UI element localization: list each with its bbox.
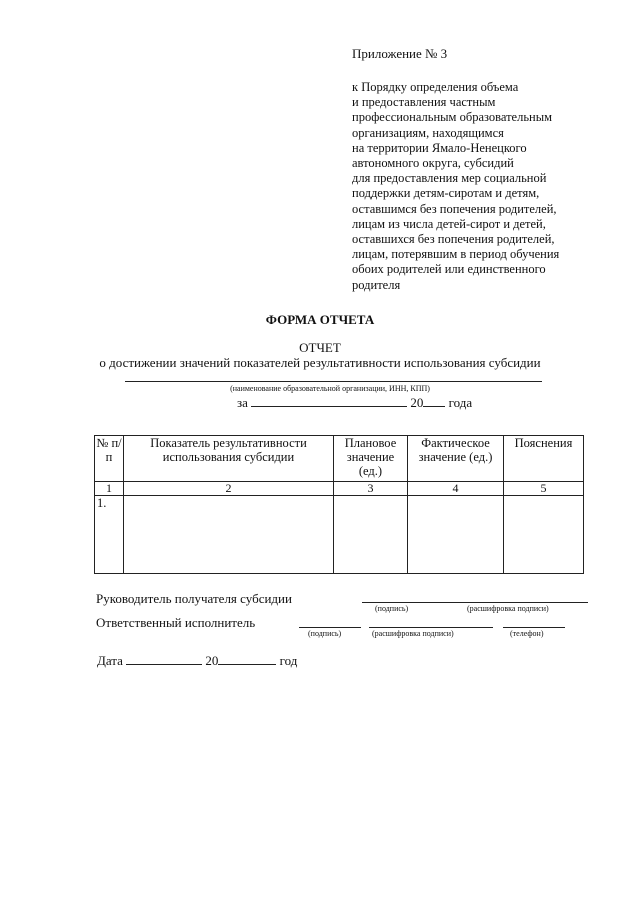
date-year-field[interactable] xyxy=(218,653,276,665)
report-subtitle: о достижении значений показателей результативности использования субсидии xyxy=(99,355,541,370)
date-year: 20 xyxy=(205,653,219,668)
col-header-actual: Фактическое значение (ед.) xyxy=(408,436,504,482)
table-row xyxy=(95,496,584,574)
appendix-line: автономного округа, субсидий xyxy=(352,156,514,171)
table-header-row xyxy=(95,436,584,482)
table-cell[interactable] xyxy=(504,496,584,574)
col-number: 4 xyxy=(408,482,504,496)
report-table xyxy=(94,435,584,574)
period-line xyxy=(237,395,472,411)
appendix-line: для предоставления мер социальной xyxy=(352,171,547,186)
executor-signature-field[interactable] xyxy=(299,627,361,628)
period-year-field[interactable] xyxy=(423,395,445,407)
period-suffix: года xyxy=(448,395,473,410)
head-decode-caption: (расшифровка подписи) xyxy=(467,604,549,613)
appendix-line: к Порядку определения объема xyxy=(352,80,519,94)
executor-decode-field[interactable] xyxy=(369,627,493,628)
table-cell[interactable] xyxy=(124,496,334,574)
appendix-line: обоих родителей или единственного xyxy=(352,262,546,277)
report-title: ОТЧЕТ xyxy=(299,340,341,355)
appendix-line: оставшихся без попечения родителей, xyxy=(352,232,555,247)
table-cell[interactable] xyxy=(334,496,408,574)
col-number: 5 xyxy=(504,482,584,496)
period-prefix: за xyxy=(237,395,248,410)
date-field[interactable] xyxy=(126,653,202,665)
col-header-notes: Пояснения xyxy=(504,436,584,482)
appendix-line: профессиональным образовательным xyxy=(352,110,553,125)
table-column-numbers-row xyxy=(95,482,584,496)
col-number: 3 xyxy=(334,482,408,496)
col-number: 1 xyxy=(95,482,124,496)
form-title: ФОРМА ОТЧЕТА xyxy=(265,312,375,327)
col-header-planned: Плановое значение (ед.) xyxy=(334,436,408,482)
executor-phone-caption: (телефон) xyxy=(510,629,544,638)
appendix-line: лицам, потерявшим в период обучения xyxy=(352,247,560,262)
appendix-line: лицам из числа детей-сирот и детей, xyxy=(352,216,546,231)
table-cell[interactable]: 1. xyxy=(95,496,124,574)
executor-decode-caption: (расшифровка подписи) xyxy=(372,629,454,638)
executor-phone-field[interactable] xyxy=(503,627,565,628)
appendix-line: оставшимся без попечения родителей, xyxy=(352,201,557,216)
date-line xyxy=(97,653,297,669)
org-name-field[interactable] xyxy=(125,381,542,382)
head-signature-caption: (подпись) xyxy=(375,604,409,613)
head-signature-label: Руководитель получателя субсидии xyxy=(96,591,292,606)
appendix-line: на территории Ямало-Ненецкого xyxy=(352,140,527,155)
appendix-title: Приложение № 3 xyxy=(352,46,448,61)
executor-signature-caption: (подпись) xyxy=(308,629,342,638)
appendix-line: поддержки детям-сиротам и детям, xyxy=(352,186,540,201)
org-name-caption: (наименование образовательной организации, ИНН, КПП) xyxy=(230,384,430,393)
appendix-body xyxy=(352,80,622,293)
appendix-line: организациям, находящимся xyxy=(352,125,504,140)
col-header-number: № п/п xyxy=(95,436,124,482)
col-header-indicator: Показатель результативности использования субсидии xyxy=(124,436,334,482)
period-field[interactable] xyxy=(251,395,407,407)
date-label: Дата xyxy=(97,653,123,668)
date-suffix: год xyxy=(279,653,298,668)
period-year: 20 xyxy=(410,395,424,410)
appendix-line: и предоставления частным xyxy=(352,95,496,110)
head-signature-field[interactable] xyxy=(362,602,588,603)
col-number: 2 xyxy=(124,482,334,496)
appendix-line: родителя xyxy=(352,277,401,292)
executor-label: Ответственный исполнитель xyxy=(96,615,256,630)
table-cell[interactable] xyxy=(408,496,504,574)
